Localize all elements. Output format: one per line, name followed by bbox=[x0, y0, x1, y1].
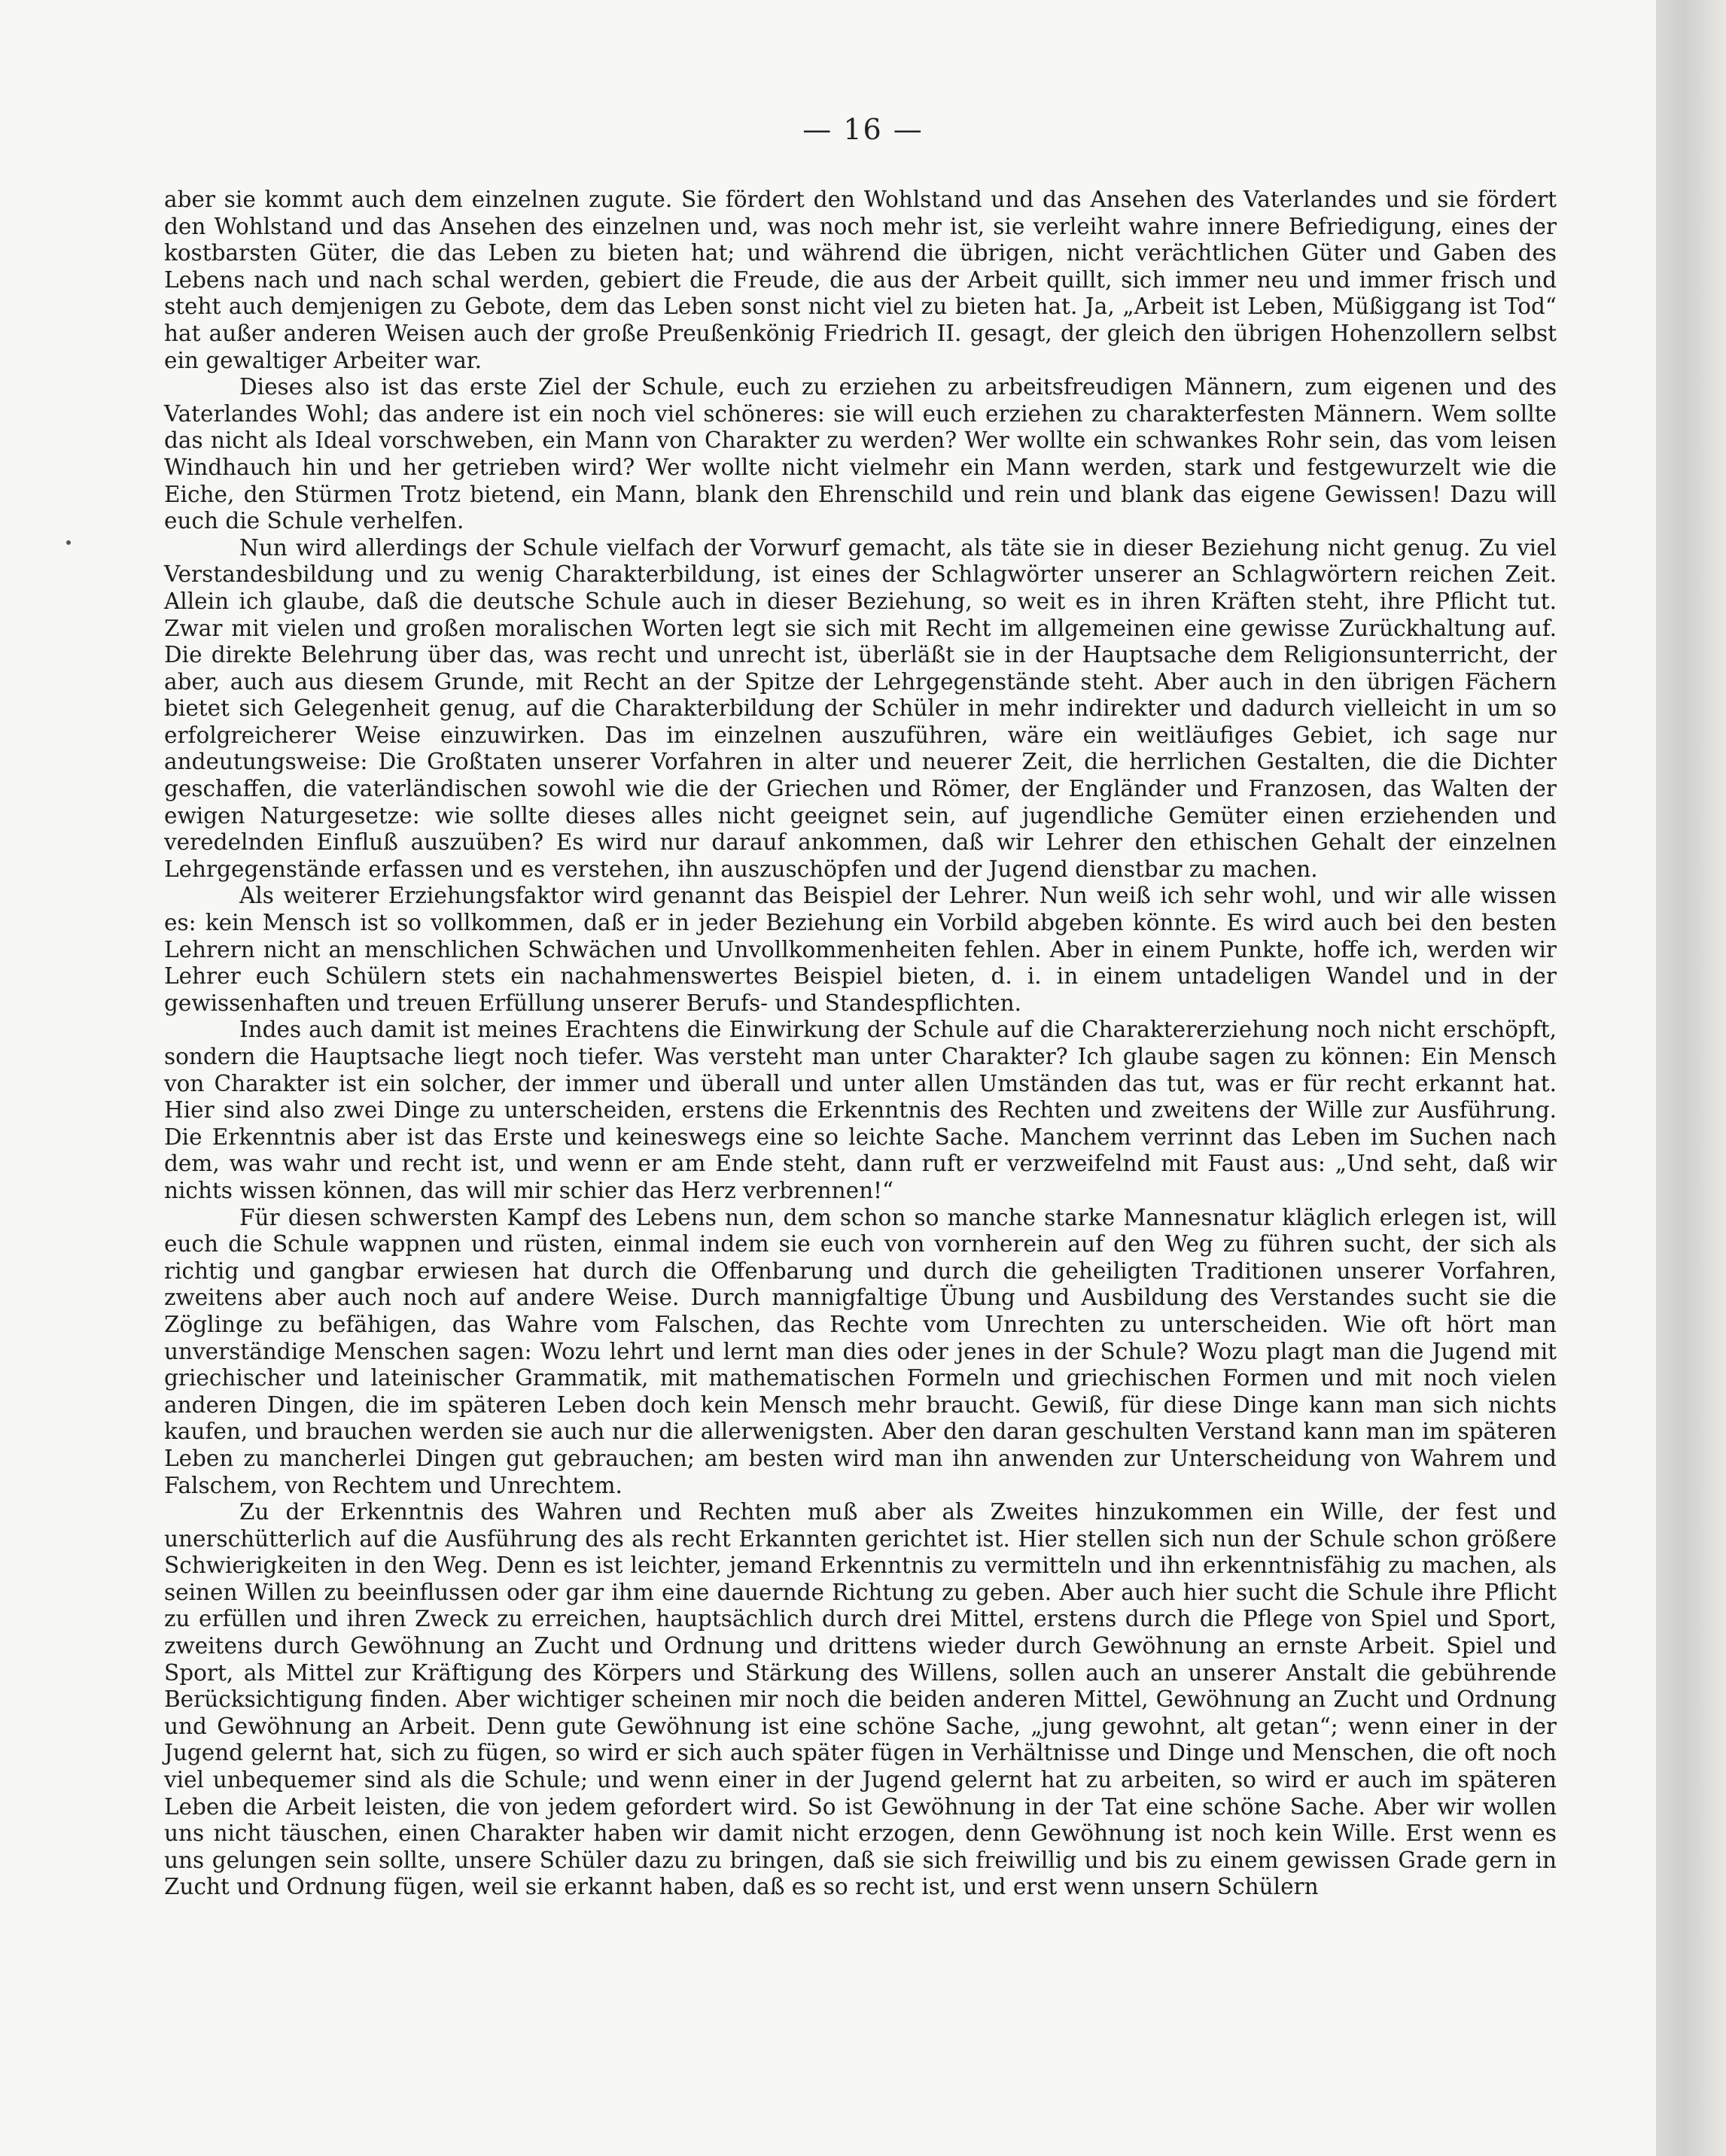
paragraph: Zu der Erkenntnis des Wahren und Rechten muß aber als Zweites hinzukommen ein Wille, der fest und unerschütterlich auf die Ausführung des als recht Erkannten gerichtet ist. Hier stellen sich nun der Schule schon größere Schwierigkeiten in den Weg. Denn es ist leichter, jemand Erkenntnis zu vermitteln und ihn erkenntnisfähig zu machen, als seinen Willen zu beeinflussen oder gar ihm eine dauernde Richtung zu geben. Aber auch hier sucht die Schule ihre Pflicht zu erfüllen und ihren Zweck zu erreichen, hauptsächlich durch drei Mittel, erstens durch die Pflege von Spiel und Sport, zweitens durch Gewöhnung an Zucht und Ordnung und drittens wieder durch Gewöhnung an ernste Arbeit. Spiel und Sport, als Mittel zur Kräftigung des Körpers und Stärkung des Willens, sollen auch an unserer Anstalt die gebührende Berücksichtigung finden. Aber wichtiger scheinen mir noch die beiden anderen Mittel, Gewöhnung an Zucht und Ordnung und Gewöhnung an Arbeit. Denn gute Gewöhnung ist eine schöne Sache, „jung gewohnt, alt getan“; wenn einer in der Jugend gelernt hat, sich zu fügen, so wird er sich auch später fügen in Verhältnisse und Dinge und Menschen, die oft noch viel unbequemer sind als die Schule; und wenn einer in der Jugend gelernt hat zu arbeiten, so wird er auch im späteren Leben die Arbeit leisten, die von jedem gefordert wird. So ist Gewöhnung in der Tat eine schöne Sache. Aber wir wollen uns nicht täuschen, einen Charakter haben wir damit nicht erzogen, denn Gewöhnung ist noch kein Wille. Erst wenn es uns gelungen sein sollte, unsere Schüler dazu zu bringen, daß sie sich freiwillig und bis zu einem gewissen Grade gern in Zucht und Ordnung fügen, weil sie erkannt haben, daß es so recht ist, und erst wenn unsern Schülern bbox=[164, 1499, 1557, 1900]
body-text bbox=[164, 187, 1557, 1901]
paragraph: aber sie kommt auch dem einzelnen zugute. Sie fördert den Wohlstand und das Ansehen des Vaterlandes und sie fördert den Wohlstand und das Ansehen des einzelnen und, was noch mehr ist, sie verleiht wahre innere Befriedigung, eines der kostbarsten Güter, die das Leben zu bieten hat; und während die übrigen, nicht verächtlichen Güter und Gaben des Lebens nach und nach schal werden, gebiert die Freude, die aus der Arbeit quillt, sich immer neu und immer frisch und steht auch demjenigen zu Gebote, dem das Leben sonst nicht viel zu bieten hat. Ja, „Arbeit ist Leben, Müßiggang ist Tod“ hat außer anderen Weisen auch der große Preußenkönig Friedrich II. gesagt, der gleich den übrigen Hohenzollern selbst ein gewaltiger Arbeiter war. bbox=[164, 187, 1557, 373]
paper-speck bbox=[66, 540, 71, 545]
paragraph: Nun wird allerdings der Schule vielfach der Vorwurf gemacht, als täte sie in dieser Beziehung nicht genug. Zu viel Verstandesbildung und zu wenig Charakterbildung, ist eines der Schlagwörter unserer an Schlagwörtern reichen Zeit. Allein ich glaube, daß die deutsche Schule auch in dieser Beziehung, so weit es in ihren Kräften steht, ihre Pflicht tut. Zwar mit vielen und großen moralischen Worten legt sie sich mit Recht im allgemeinen eine gewisse Zurückhaltung auf. Die direkte Belehrung über das, was recht und unrecht ist, überläßt sie in der Hauptsache dem Religionsunterricht, der aber, auch aus diesem Grunde, mit Recht an der Spitze der Lehrgegenstände steht. Aber auch in den übrigen Fächern bietet sich Gelegenheit genug, auf die Charakterbildung der Schüler in mehr indirekter und dadurch vielleicht in um so erfolgreicherer Weise einzuwirken. Das im einzelnen auszuführen, wäre ein weitläufiges Gebiet, ich sage nur andeutungsweise: Die Großtaten unserer Vorfahren in alter und neuerer Zeit, die herrlichen Gestalten, die die Dichter geschaffen, die vaterländischen sowohl wie die der Griechen und Römer, der Engländer und Franzosen, das Walten der ewigen Naturgesetze: wie sollte dieses alles nicht geeignet sein, auf jugendliche Gemüter einen erziehenden und veredelnden Einfluß auszuüben? Es wird nur darauf ankommen, daß wir Lehrer den ethischen Gehalt der einzelnen Lehrgegenstände erfassen und es verstehen, ihn auszuschöpfen und der Jugend dienstbar zu machen. bbox=[164, 534, 1557, 882]
paragraph: Dieses also ist das erste Ziel der Schule, euch zu erziehen zu arbeitsfreudigen Männern, zum eigenen und des Vaterlandes Wohl; das andere ist ein noch viel schöneres: sie will euch erziehen zu charakterfesten Männern. Wem sollte das nicht als Ideal vorschweben, ein Mann von Charakter zu werden? Wer wollte ein schwankes Rohr sein, das vom leisen Windhauch hin und her getrieben wird? Wer wollte nicht vielmehr ein Mann werden, stark und festgewurzelt wie die Eiche, den Stürmen Trotz bietend, ein Mann, blank den Ehrenschild und rein und blank das eigene Gewissen! Dazu will euch die Schule verhelfen. bbox=[164, 374, 1557, 534]
paragraph: Als weiterer Erziehungsfaktor wird genannt das Beispiel der Lehrer. Nun weiß ich sehr wohl, und wir alle wissen es: kein Mensch ist so vollkommen, daß er in jeder Beziehung ein Vorbild abgeben könnte. Es wird auch bei den besten Lehrern nicht an menschlichen Schwächen und Unvollkommenheiten fehlen. Aber in einem Punkte, hoffe ich, werden wir Lehrer euch Schülern stets ein nachahmenswertes Beispiel bieten, d. i. in einem untadeligen Wandel und in der gewissenhaften und treuen Erfüllung unserer Berufs- und Standespflichten. bbox=[164, 883, 1557, 1016]
paragraph: Indes auch damit ist meines Erachtens die Einwirkung der Schule auf die Charaktererziehung noch nicht erschöpft, sondern die Hauptsache liegt noch tiefer. Was versteht man unter Charakter? Ich glaube sagen zu können: Ein Mensch von Charakter ist ein solcher, der immer und überall und unter allen Umständen das tut, was er für recht erkannt hat. Hier sind also zwei Dinge zu unterscheiden, erstens die Erkenntnis des Rechten und zweitens der Wille zur Ausführung. Die Erkenntnis aber ist das Erste und keineswegs eine so leichte Sache. Manchem verrinnt das Leben im Suchen nach dem, was wahr und recht ist, und wenn er am Ende steht, dann ruft er verzweifelnd mit Faust aus: „Und seht, daß wir nichts wissen können, das will mir schier das Herz verbrennen!“ bbox=[164, 1017, 1557, 1203]
page-edge-shadow bbox=[1656, 0, 1726, 2156]
page-number: — 16 — bbox=[802, 113, 924, 146]
paragraph: Für diesen schwersten Kampf des Lebens nun, dem schon so manche starke Mannesnatur kläglich erlegen ist, will euch die Schule wappnen und rüsten, einmal indem sie euch von vornherein auf den Weg zu führen sucht, der sich als richtig und gangbar erwiesen hat durch die Offenbarung und durch die geheiligten Traditionen unserer Vorfahren, zweitens aber auch noch auf andere Weise. Durch mannigfaltige Übung und Ausbildung des Verstandes sucht sie die Zöglinge zu befähigen, das Wahre vom Falschen, das Rechte vom Unrechten zu unterscheiden. Wie oft hört man unverständige Menschen sagen: Wozu lehrt und lernt man dies oder jenes in der Schule? Wozu plagt man die Jugend mit griechischer und lateinischer Grammatik, mit mathematischen Formeln und griechischen Formen und mit noch vielen anderen Dingen, die im späteren Leben doch kein Mensch mehr braucht. Gewiß, für diese Dinge kann man sich nichts kaufen, und brauchen werden sie auch nur die allerwenigsten. Aber den daran geschulten Verstand kann man im späteren Leben zu mancherlei Dingen gut gebrauchen; am besten wird man ihn anwenden zur Unterscheidung von Wahrem und Falschem, von Rechtem und Unrechtem. bbox=[164, 1204, 1557, 1498]
